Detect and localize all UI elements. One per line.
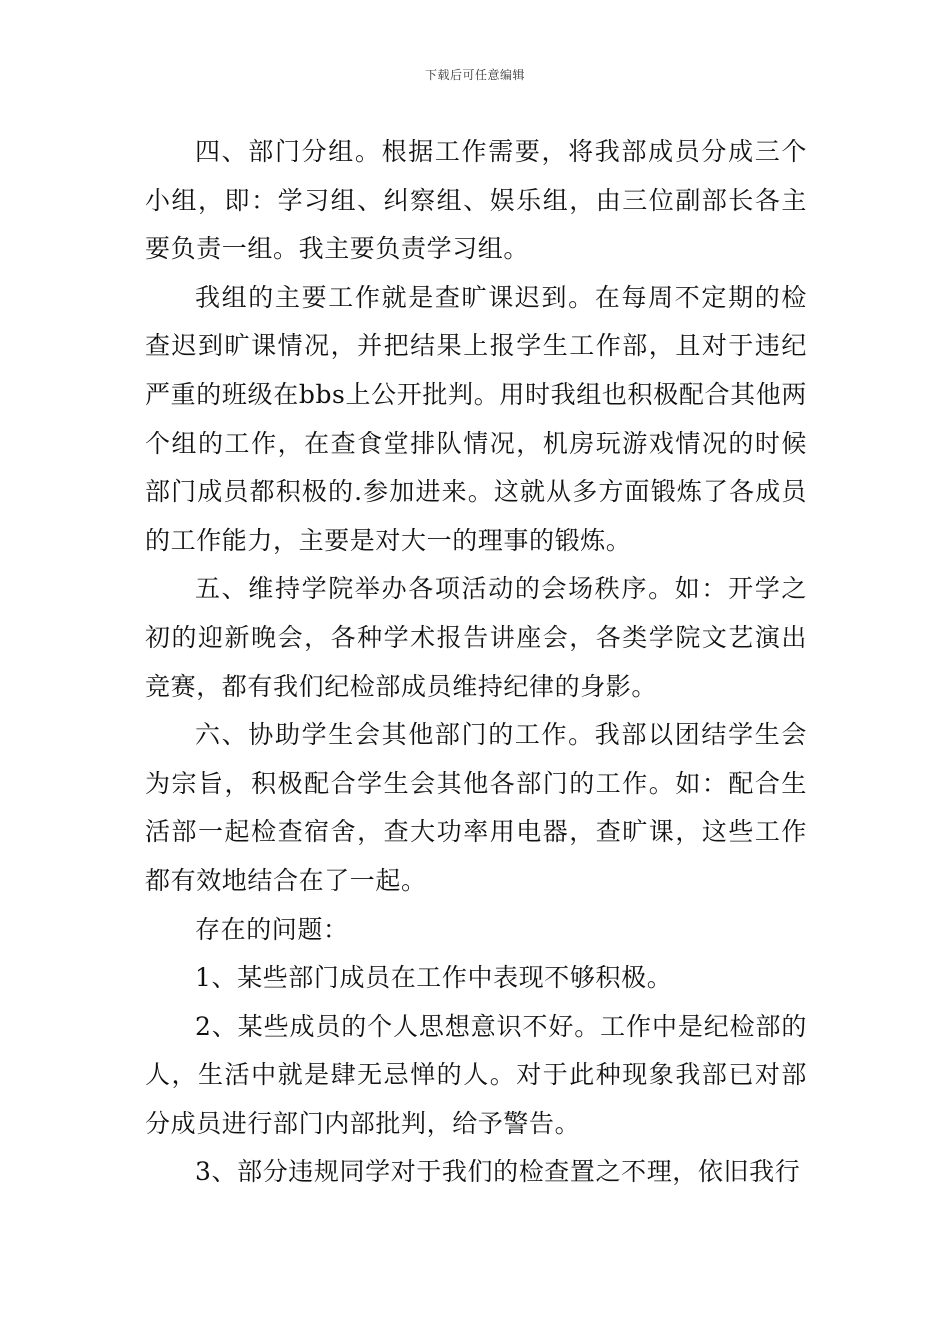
- paragraph-problem-2: 2、某些成员的个人思想意识不好。工作中是纪检部的人，生活中就是肆无忌惮的人。对于此种现象我部已对部分成员进行部门内部批判，给予警告。: [145, 1011, 807, 1138]
- header-note: 下载后可任意编辑: [424, 68, 525, 82]
- paragraph-problems-heading: 存在的问题：: [195, 914, 349, 944]
- document-body: [145, 128, 807, 1197]
- paragraph-study-group-work: 我组的主要工作就是查旷课迟到。在每周不定期的检查迟到旷课情况，并把结果上报学生工作部，且对于违纪严重的班级在bbs上公开批判。用时我组也积极配合其他两个组的工作，在查食堂排队情况，机房玩游戏情况的时候部门成员都积极的.参加进来。这就从多方面锻炼了各成员的工作能力，主要是对大一的理事的锻炼。: [145, 282, 807, 555]
- paragraph-problem-1: 1、某些部门成员在工作中表现不够积极。: [195, 963, 673, 993]
- paragraph-venue-order: 五、维持学院举办各项活动的会场秩序。如：开学之初的迎新晚会，各种学术报告讲座会，各类学院文艺演出竞赛，都有我们纪检部成员维持纪律的身影。: [145, 574, 807, 701]
- paragraph-department-groups: 四、部门分组。根据工作需要，将我部成员分成三个小组，即：学习组、纠察组、娱乐组，由三位副部长各主要负责一组。我主要负责学习组。: [145, 137, 807, 264]
- paragraph-problem-3: 3、部分违规同学对于我们的检查置之不理，依旧我行: [195, 1157, 801, 1187]
- paragraph-assist-departments: 六、协助学生会其他部门的工作。我部以团结学生会为宗旨，积极配合学生会其他各部门的工作。如：配合生活部一起检查宿舍，查大功率用电器，查旷课，这些工作都有效地结合在了一起。: [145, 720, 807, 895]
